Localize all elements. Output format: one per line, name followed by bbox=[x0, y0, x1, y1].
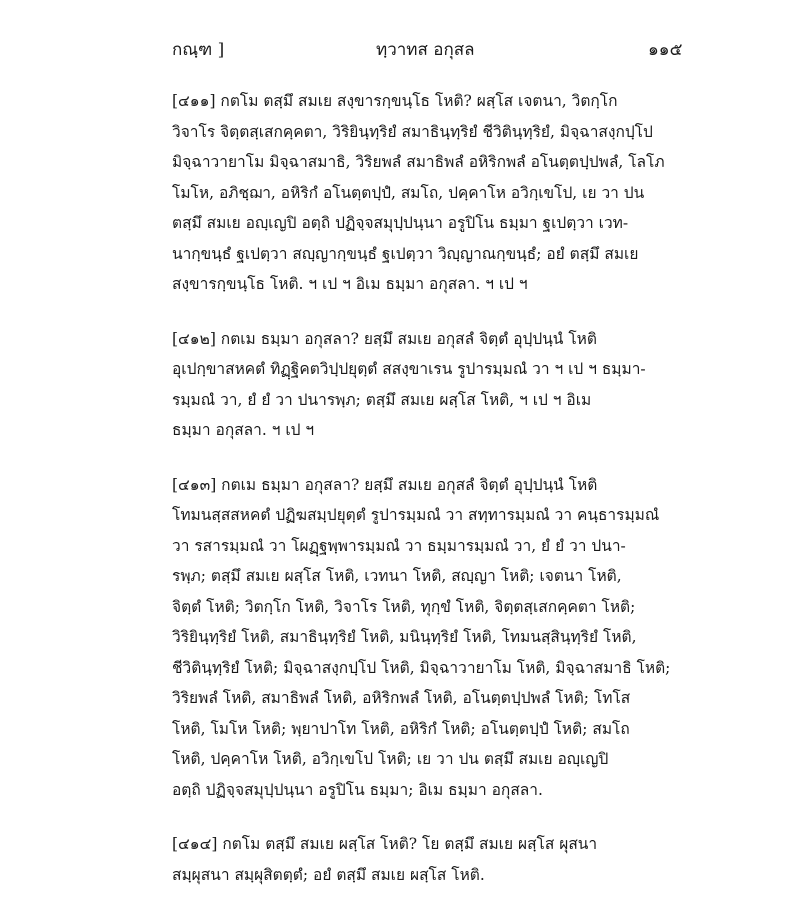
text-line: วิริยพลํ โหติ, สมาธิพลํ โหติ, อหิริกพลํ โหติ, อโนตฺตปฺปพลํ โหติ; โทโส bbox=[172, 689, 631, 707]
text-line: อุเปกฺขาสหคตํ ทิฏฺฐิคตวิปฺปยุตฺตํ สสงฺขาเรน รูปารมฺมณํ วา ฯ เป ฯ ธมฺมา- bbox=[172, 360, 646, 378]
page-header bbox=[0, 36, 790, 60]
text-line: รพฺภ; ตสฺมึ สมเย ผสฺโส โหติ, เวทนา โหติ, สญฺญา โหติ; เจตนา โหติ, bbox=[172, 567, 622, 585]
text-line: สมฺผุสนา สมฺผุสิตตฺตํ; อยํ ตสฺมึ สมเย ผสฺโส โหติ. bbox=[172, 865, 485, 884]
text-line: วา รสารมฺมณํ วา โผฏฺฐพฺพารมฺมณํ วา ธมฺมารมฺมณํ วา, ยํ ยํ วา ปนา- bbox=[172, 536, 626, 555]
text-line: โทมนสฺสสหคตํ ปฏิฆสมฺปยุตฺตํ รูปารมฺมณํ วา สทฺทารมฺมณํ วา คนฺธารมฺมณํ bbox=[172, 506, 660, 524]
text-line: [๔๑๔] กตโม ตสฺมึ สมเย ผสฺโส โหติ? โย ตสฺมึ สมเย ผสฺโส ผุสนา bbox=[172, 835, 598, 853]
paragraph-411 bbox=[172, 86, 762, 300]
page-number: ๑๑๕ bbox=[648, 40, 683, 60]
text-line: วิริยินฺทฺริยํ โหติ, สมาธินฺทฺริยํ โหติ, มนินฺทฺริยํ โหติ, โทมนสฺสินฺทฺริยํ โหติ, bbox=[172, 628, 637, 646]
page-body bbox=[172, 86, 762, 914]
text-line: รมฺมณํ วา, ยํ ยํ วา ปนารพฺภ; ตสฺมึ สมเย ผสฺโส โหติ, ฯ เป ฯ อิเม bbox=[172, 390, 592, 409]
text-line: [๔๑๒] กตเม ธมฺมา อกุสลา? ยสฺมึ สมเย อกุสลํ จิตฺตํ อุปฺปนฺนํ โหติ bbox=[172, 329, 597, 348]
text-line: [๔๑๓] กตเม ธมฺมา อกุสลา? ยสฺมึ สมเย อกุสลํ จิตฺตํ อุปฺปนฺนํ โหติ bbox=[172, 475, 598, 494]
text-line: วิจาโร จิตฺตสฺเสกคฺคตา, วิริยินฺทฺริยํ สมาธินฺทฺริยํ ชีวิตินฺทฺริยํ, มิจฺฉาสงฺกปฺโป bbox=[172, 122, 653, 141]
text-line: โหติ, โมโห โหติ; พฺยาปาโท โหติ, อหิริกํ โหติ; อโนตฺตปฺปํ โหติ; สมโถ bbox=[172, 719, 630, 738]
text-line: โหติ, ปคฺคาโห โหติ, อวิกฺเขโป โหติ; เย วา ปน ตสฺมึ สมเย อญฺเญปิ bbox=[172, 750, 609, 768]
text-line: ชีวิตินฺทฺริยํ โหติ; มิจฺฉาสงฺกปฺโป โหติ, มิจฺฉาวายาโม โหติ, มิจฺฉาสมาธิ โหติ; bbox=[172, 658, 671, 677]
header-section-label: กณฺฑ ] bbox=[172, 40, 225, 60]
text-line: อตฺถิ ปฏิจฺจสมุปฺปนฺนา อรูปิโน ธมฺมา; อิเม ธมฺมา อกุสลา. bbox=[172, 780, 543, 799]
text-line: ธมฺมา อกุสลา. ฯ เป ฯ bbox=[172, 421, 315, 439]
text-line: นากฺขนฺธํ ฐเปตฺวา สญฺญากฺขนฺธํ ฐเปตฺวา วิญฺญาณกฺขนฺธํ; อยํ ตสฺมึ สมเย bbox=[172, 244, 639, 263]
paragraph-412 bbox=[172, 324, 762, 446]
text-line: โมโห, อภิชฺฌา, อหิริกํ อโนตฺตปฺปํ, สมโถ, ปคฺคาโห อวิกฺเขโป, เย วา ปน bbox=[172, 183, 645, 202]
header-chapter-title: ทฺวาทส อกุสล bbox=[376, 40, 475, 60]
text-line: จิตฺตํ โหติ; วิตกฺโก โหติ, วิจาโร โหติ, ทุกฺขํ โหติ, จิตฺตสฺเสกคฺคตา โหติ; bbox=[172, 597, 636, 616]
text-line: มิจฺฉาวายาโม มิจฺฉาสมาธิ, วิริยพลํ สมาธิพลํ อหิริกพลํ อโนตฺตปฺปพลํ, โลโภ bbox=[172, 153, 665, 171]
text-line: ตสฺมึ สมเย อญฺเญปิ อตฺถิ ปฏิจฺจสมุปฺปนฺนา อรูปิโน ธมฺมา ฐเปตฺวา เวท- bbox=[172, 214, 629, 232]
text-line: [๔๑๑] กตโม ตสฺมึ สมเย สงฺขารกฺขนฺโธ โหติ? ผสฺโส เจตนา, วิตกฺโก bbox=[172, 92, 618, 110]
paragraph-414 bbox=[172, 829, 762, 890]
text-line: สงฺขารกฺขนฺโธ โหติ. ฯ เป ฯ อิเม ธมฺมา อกุสลา. ฯ เป ฯ bbox=[172, 275, 528, 293]
paragraph-413 bbox=[172, 470, 762, 806]
